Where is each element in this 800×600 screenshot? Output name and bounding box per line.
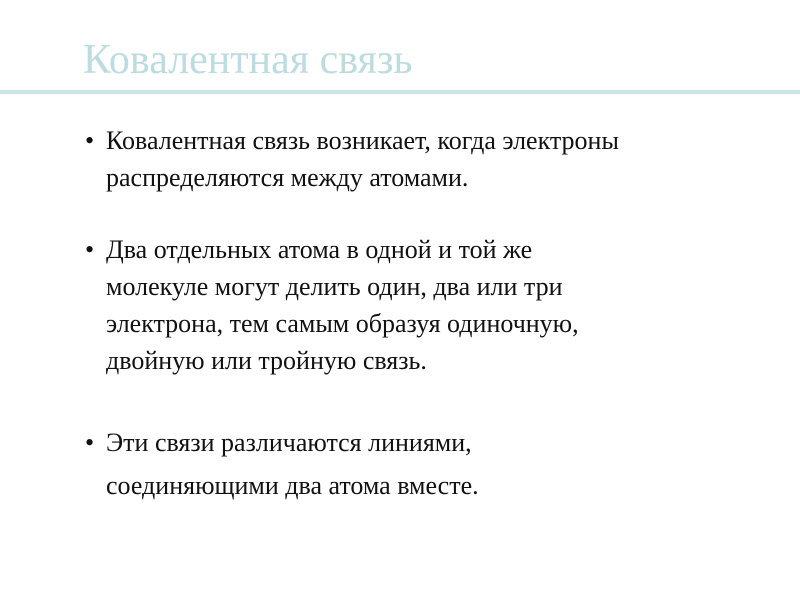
bullet-line: Эти связи различаются линиями, — [106, 428, 472, 457]
bullet-line: электрона, тем самым образуя одиночную, — [106, 309, 579, 338]
bullet-marker: • — [85, 235, 95, 264]
bullet-line: Ковалентная связь возникает, когда электроны — [106, 126, 619, 155]
bullet-line: молекуле могут делить один, два или три — [106, 272, 563, 301]
slide-title: Ковалентная связь — [83, 37, 413, 83]
bullet-marker: • — [85, 126, 95, 155]
bullet-line: Два отдельных атома в одной и той же — [106, 235, 533, 264]
bullet-line: распределяются между атомами. — [106, 163, 469, 192]
title-divider — [0, 90, 800, 94]
bullet-line: соединяющими два атома вместе. — [106, 471, 479, 500]
bullet-item — [85, 421, 479, 507]
bullet-marker: • — [85, 428, 95, 457]
bullet-item — [85, 231, 579, 379]
bullet-line: двойную или тройную связь. — [106, 346, 427, 375]
bullet-item — [85, 122, 619, 196]
